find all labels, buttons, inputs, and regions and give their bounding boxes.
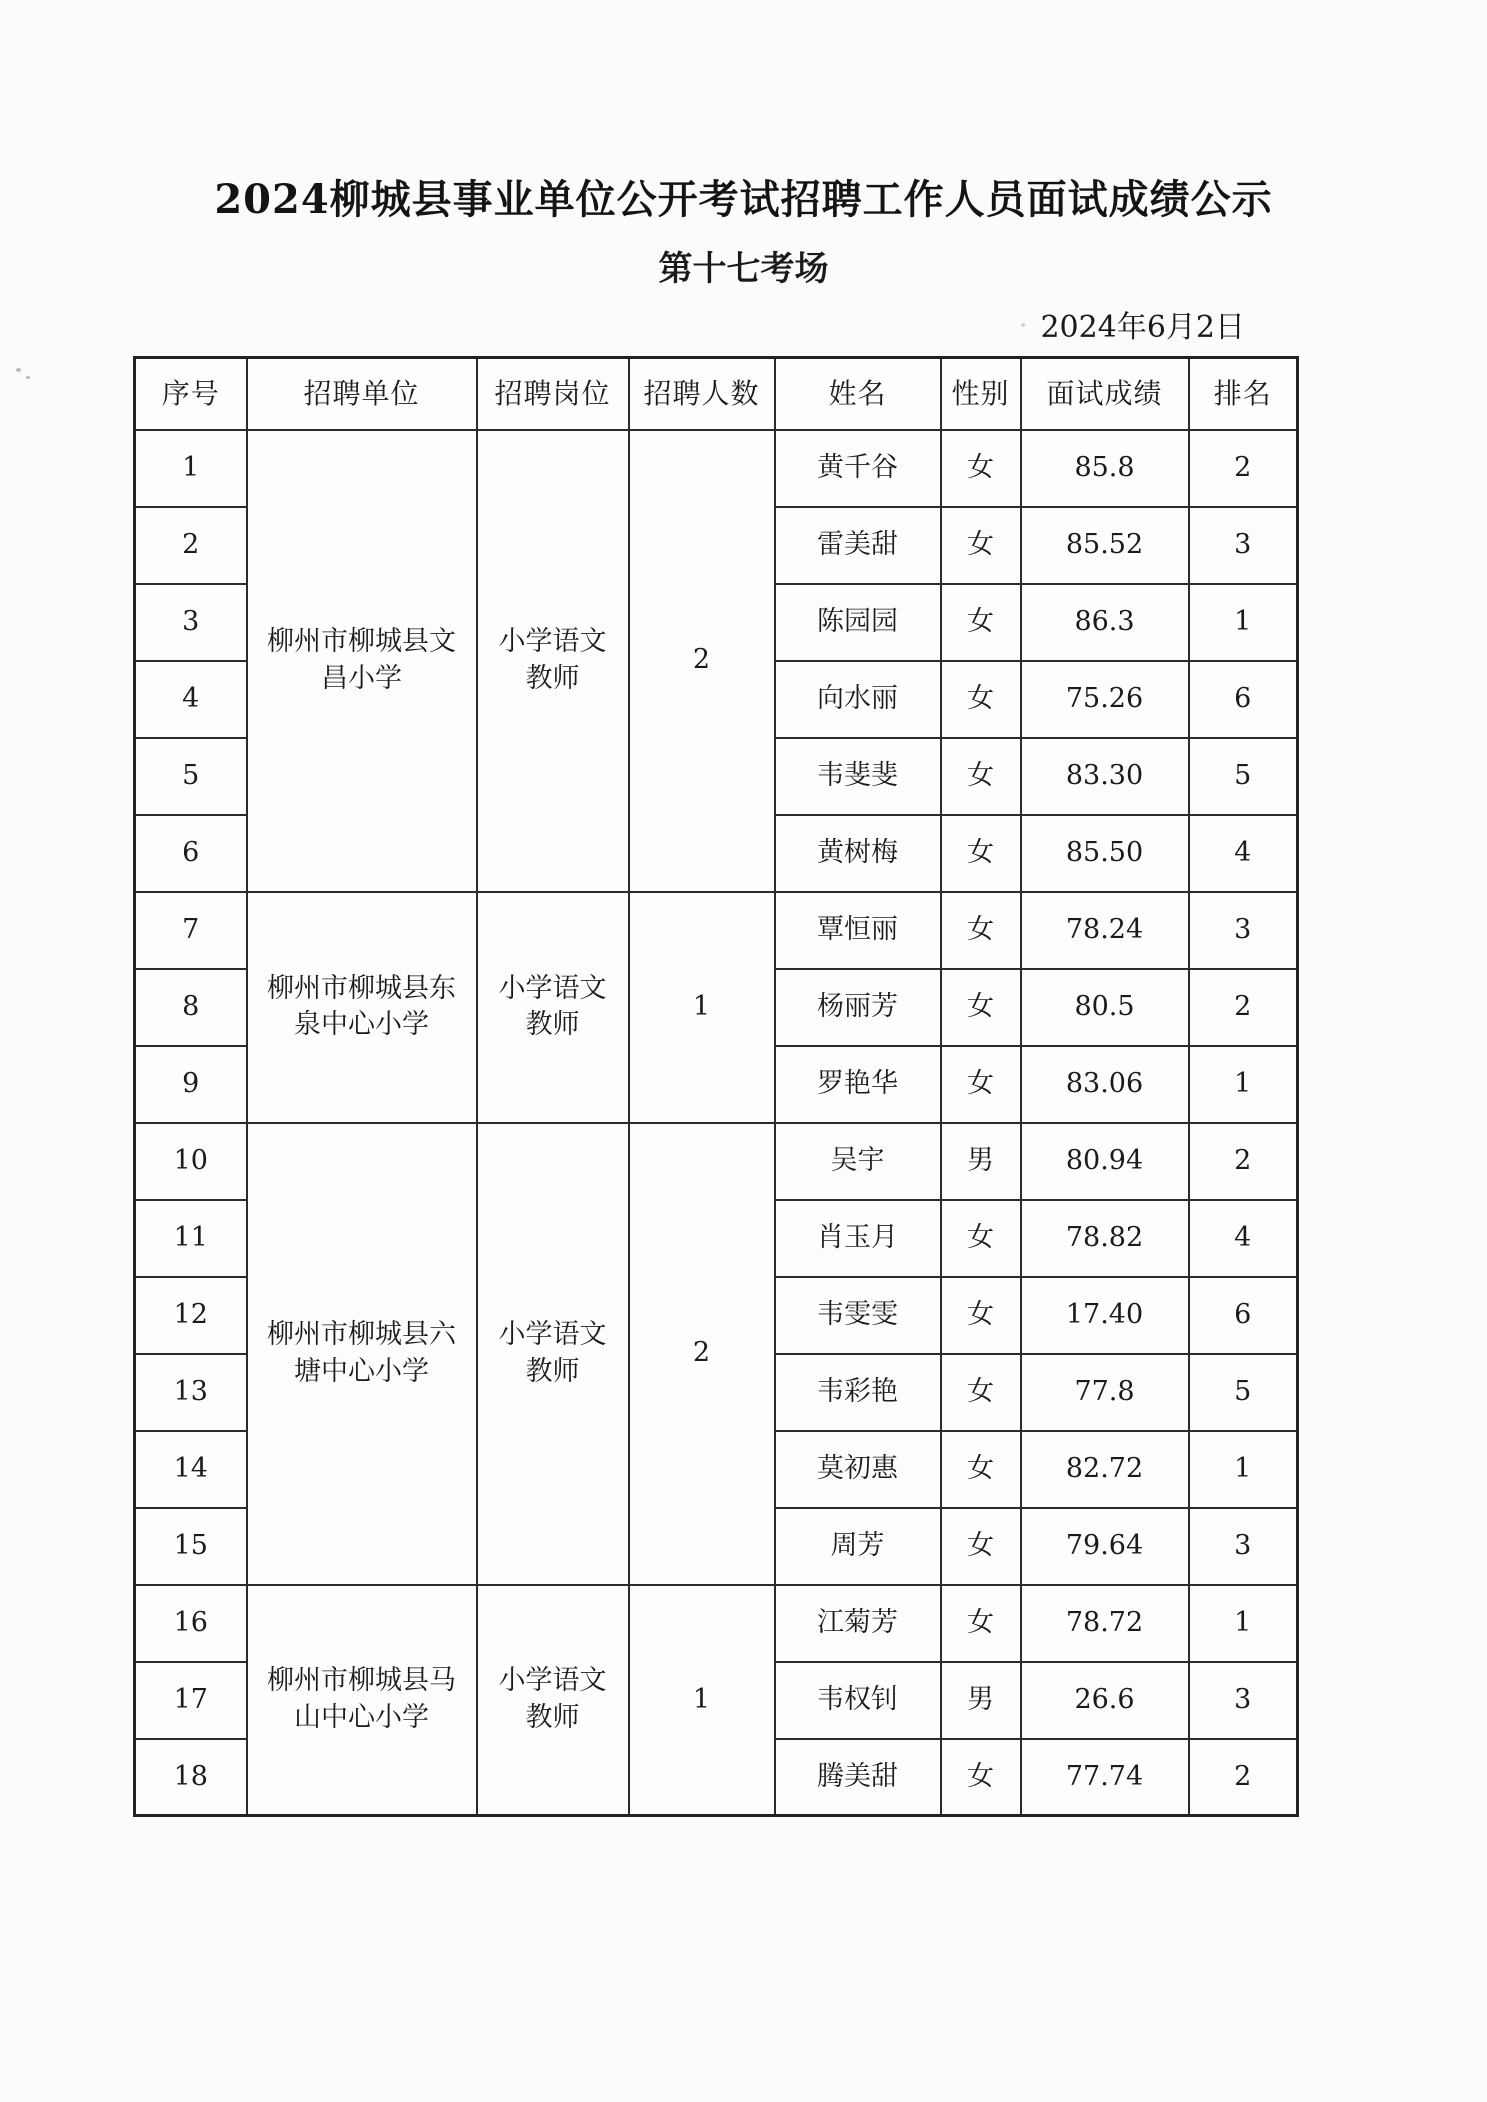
row-number-cell: 15 (135, 1508, 247, 1585)
row-number-cell: 17 (135, 1662, 247, 1739)
row-number-cell: 13 (135, 1354, 247, 1431)
rank-cell: 3 (1189, 507, 1298, 584)
score-cell: 77.74 (1021, 1739, 1189, 1816)
position-cell: 小学语文教师 (477, 1123, 629, 1585)
position-cell: 小学语文教师 (477, 1585, 629, 1816)
count-cell: 2 (629, 1123, 775, 1585)
unit-cell: 柳州市柳城县六塘中心小学 (247, 1123, 477, 1585)
row-number-cell: 18 (135, 1739, 247, 1816)
row-number-cell: 9 (135, 1046, 247, 1123)
name-cell: 雷美甜 (775, 507, 941, 584)
rank-cell: 2 (1189, 1123, 1298, 1200)
row-number-cell: 1 (135, 430, 247, 507)
table-row (135, 1585, 1298, 1662)
gender-cell: 女 (941, 892, 1021, 969)
rank-cell: 3 (1189, 1508, 1298, 1585)
row-number-cell: 6 (135, 815, 247, 892)
name-cell: 杨丽芳 (775, 969, 941, 1046)
row-number-cell: 7 (135, 892, 247, 969)
gender-cell: 女 (941, 969, 1021, 1046)
row-number-cell: 4 (135, 661, 247, 738)
gender-cell: 女 (941, 584, 1021, 661)
scan-artifact (1021, 323, 1025, 327)
rank-cell: 1 (1189, 1585, 1298, 1662)
rank-cell: 3 (1189, 892, 1298, 969)
score-cell: 79.64 (1021, 1508, 1189, 1585)
row-number-cell: 3 (135, 584, 247, 661)
gender-cell: 女 (941, 1200, 1021, 1277)
header-no: 序号 (135, 358, 247, 430)
unit-cell: 柳州市柳城县东泉中心小学 (247, 892, 477, 1123)
count-cell: 1 (629, 1585, 775, 1816)
rank-cell: 2 (1189, 430, 1298, 507)
interview-score-table (133, 356, 1299, 1817)
rank-cell: 6 (1189, 1277, 1298, 1354)
header-position: 招聘岗位 (477, 358, 629, 430)
score-cell: 85.8 (1021, 430, 1189, 507)
score-cell: 75.26 (1021, 661, 1189, 738)
header-unit: 招聘单位 (247, 358, 477, 430)
gender-cell: 男 (941, 1662, 1021, 1739)
gender-cell: 女 (941, 1508, 1021, 1585)
row-number-cell: 2 (135, 507, 247, 584)
name-cell: 江菊芳 (775, 1585, 941, 1662)
score-cell: 85.52 (1021, 507, 1189, 584)
score-cell: 77.8 (1021, 1354, 1189, 1431)
name-cell: 韦彩艳 (775, 1354, 941, 1431)
rank-cell: 2 (1189, 969, 1298, 1046)
score-cell: 85.50 (1021, 815, 1189, 892)
name-cell: 罗艳华 (775, 1046, 941, 1123)
score-cell: 78.24 (1021, 892, 1189, 969)
score-cell: 78.72 (1021, 1585, 1189, 1662)
name-cell: 黄千谷 (775, 430, 941, 507)
gender-cell: 女 (941, 1277, 1021, 1354)
gender-cell: 女 (941, 1354, 1021, 1431)
score-cell: 86.3 (1021, 584, 1189, 661)
row-number-cell: 5 (135, 738, 247, 815)
header-name: 姓名 (775, 358, 941, 430)
score-cell: 80.5 (1021, 969, 1189, 1046)
rank-cell: 4 (1189, 815, 1298, 892)
name-cell: 韦雯雯 (775, 1277, 941, 1354)
name-cell: 莫初惠 (775, 1431, 941, 1508)
name-cell: 黄树梅 (775, 815, 941, 892)
gender-cell: 女 (941, 815, 1021, 892)
row-number-cell: 12 (135, 1277, 247, 1354)
score-cell: 17.40 (1021, 1277, 1189, 1354)
rank-cell: 6 (1189, 661, 1298, 738)
header-score: 面试成绩 (1021, 358, 1189, 430)
gender-cell: 女 (941, 430, 1021, 507)
score-cell: 83.30 (1021, 738, 1189, 815)
name-cell: 肖玉月 (775, 1200, 941, 1277)
gender-cell: 女 (941, 1585, 1021, 1662)
rank-cell: 3 (1189, 1662, 1298, 1739)
gender-cell: 女 (941, 1739, 1021, 1816)
name-cell: 周芳 (775, 1508, 941, 1585)
name-cell: 向水丽 (775, 661, 941, 738)
name-cell: 覃恒丽 (775, 892, 941, 969)
scan-artifact (26, 376, 30, 379)
score-cell: 26.6 (1021, 1662, 1189, 1739)
name-cell: 陈园园 (775, 584, 941, 661)
gender-cell: 女 (941, 661, 1021, 738)
page-title: 2024柳城县事业单位公开考试招聘工作人员面试成绩公示 (214, 176, 1273, 223)
header-rank: 排名 (1189, 358, 1298, 430)
rank-cell: 2 (1189, 1739, 1298, 1816)
score-cell: 78.82 (1021, 1200, 1189, 1277)
gender-cell: 女 (941, 1046, 1021, 1123)
row-number-cell: 10 (135, 1123, 247, 1200)
header-row (135, 358, 1298, 430)
position-cell: 小学语文教师 (477, 892, 629, 1123)
unit-cell: 柳州市柳城县马山中心小学 (247, 1585, 477, 1816)
header-count: 招聘人数 (629, 358, 775, 430)
rank-cell: 1 (1189, 584, 1298, 661)
unit-cell: 柳州市柳城县文昌小学 (247, 430, 477, 892)
score-cell: 80.94 (1021, 1123, 1189, 1200)
table-row (135, 1123, 1298, 1200)
header-gender: 性别 (941, 358, 1021, 430)
name-cell: 韦权钊 (775, 1662, 941, 1739)
table-row (135, 430, 1298, 507)
rank-cell: 1 (1189, 1431, 1298, 1508)
row-number-cell: 8 (135, 969, 247, 1046)
gender-cell: 女 (941, 1431, 1021, 1508)
rank-cell: 5 (1189, 1354, 1298, 1431)
row-number-cell: 14 (135, 1431, 247, 1508)
score-cell: 82.72 (1021, 1431, 1189, 1508)
rank-cell: 5 (1189, 738, 1298, 815)
gender-cell: 男 (941, 1123, 1021, 1200)
name-cell: 腾美甜 (775, 1739, 941, 1816)
row-number-cell: 11 (135, 1200, 247, 1277)
position-cell: 小学语文教师 (477, 430, 629, 892)
score-cell: 83.06 (1021, 1046, 1189, 1123)
gender-cell: 女 (941, 507, 1021, 584)
rank-cell: 1 (1189, 1046, 1298, 1123)
rank-cell: 4 (1189, 1200, 1298, 1277)
row-number-cell: 16 (135, 1585, 247, 1662)
scan-artifact (16, 368, 21, 372)
name-cell: 韦斐斐 (775, 738, 941, 815)
name-cell: 吴宇 (775, 1123, 941, 1200)
table-row (135, 892, 1298, 969)
gender-cell: 女 (941, 738, 1021, 815)
count-cell: 2 (629, 430, 775, 892)
page-subtitle: 第十七考场 (658, 249, 829, 289)
count-cell: 1 (629, 892, 775, 1123)
publish-date: 2024年6月2日 (1040, 310, 1245, 345)
